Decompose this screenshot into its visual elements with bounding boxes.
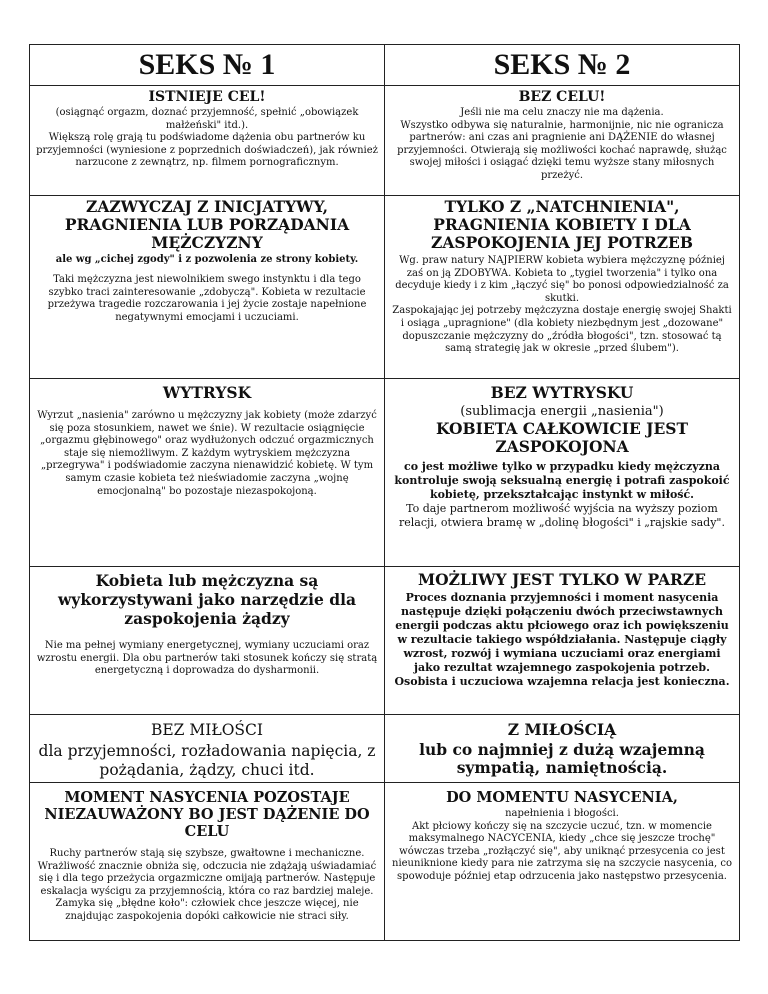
- cell-title: WYTRYSK: [162, 383, 252, 402]
- row-goal: [30, 86, 740, 196]
- cell-satiation-left: [30, 783, 385, 941]
- cell-text: (osiągnąć orgazm, doznać przyjemność, spełnić „obowiązek małżeński" itd.). Większą rolę grają tu podświadome dążenia obu partnerów ku przyjemności (wyniesione z poprzednich doświadczeń), jak również narzucone z zewnątrz, np. filmem pornograficznym.: [36, 107, 378, 169]
- row-love: [30, 715, 740, 783]
- cell-title: ZAZWYCZAJ Z INICJATYWY, PRAGNIENIA LUB PORZĄDANIA MĘŻCZYZNY: [64, 197, 350, 252]
- cell-subtitle: (sublimacja energii „nasienia"): [460, 404, 664, 419]
- cell-instrument-left: [30, 567, 385, 715]
- row-satiation: [30, 783, 740, 941]
- cell-title-2: KOBIETA CAŁKOWICIE JEST ZASPOKOJONA: [435, 419, 689, 456]
- header-row: [30, 45, 740, 86]
- cell-text: dla przyjemności, rozładowania napięcia, z pożądania, żądzy, chuci itd.: [38, 742, 376, 779]
- cell-text: Nie ma pełnej wymiany energetycznej, wymiany uczuciami oraz wzrostu energii. Dla obu partnerów taki stosunek kończy się stratą energetyczną i doprowadza do dysharmonii.: [36, 640, 378, 677]
- cell-title: BEZ MIŁOŚCI: [150, 721, 264, 739]
- cell-initiative-right: [385, 196, 740, 379]
- cell-love-left: [30, 715, 385, 783]
- cell-title: TYLKO Z „NATCHNIENIA", PRAGNIENIA KOBIETY I DLA ZASPOKOJENIA JEJ POTRZEB: [431, 197, 693, 252]
- comparison-table: [29, 44, 740, 941]
- cell-text: Ruchy partnerów stają się szybsze, gwałtowne i mechaniczne. Wrażliwość znacznie obniża się, odczucia nie zdążają uświadamiać się i dla tego przeżycia orgazmiczne omijają partnerów. Następuje eskalacja wyścigu za przyjemnością, która co raz bardziej maleje. Zamyka się „błędne koło": człowiek chce jeszcze więcej, nie znajdując zaspokojenia dopóki całkowicie nie straci siły.: [37, 848, 377, 922]
- cell-title: ISTNIEJE CEL!: [148, 89, 266, 105]
- cell-text: Taki mężczyzna jest niewolnikiem swego instynktu i dla tego szybko traci zainteresowanie „zdobyczą". Kobieta w rezultacie przeżywa tragedie rozczarowania i jej życie zostaje napełnione negatywnymi emocjami i uczuciami.: [47, 274, 367, 323]
- row-instrument: [30, 567, 740, 715]
- cell-title: Z MIŁOŚCIĄ: [507, 720, 617, 739]
- cell-title: DO MOMENTU NASYCENIA,: [446, 789, 678, 806]
- cell-goal-right: [385, 86, 740, 196]
- cell-goal-left: [30, 86, 385, 196]
- cell-title: BEZ WYTRYSKU: [490, 383, 634, 402]
- cell-title: MOŻLIWY JEST TYLKO W PARZE: [417, 570, 707, 589]
- cell-ejaculation-left: [30, 379, 385, 567]
- cell-text: Wyrzut „nasienia" zarówno u mężczyzny jak kobiety (może zdarzyć się poza stosunkiem, nawet we śnie). W rezultacie osiągnięcie „orgazmu głębinowego" oraz wydłużonych odczuć orgazmicznych staje się niemożliwym. Z każdym wytryskiem mężczyzna „przegrywa" i podświadomie zaczyna nienawidzić kobietę. W tym samym czasie kobieta też nieświadomie zaczyna „wojnę emocjonalną" bo pozostaje niezaspokojoną.: [37, 410, 377, 497]
- header-seks-2: SEKS № 2: [385, 45, 740, 86]
- cell-satiation-right: [385, 783, 740, 941]
- cell-bold-text: Proces doznania przyjemności i moment nasycenia następuje dzięki połączeniu dwóch przeciwstawnych energii podczas aktu płciowego oraz ich powiększeniu w rezultacie takiego współdziałania. Następuje ciągły wzrost, rozwój i wymiana uczuciami oraz energiami jako rezultat wzajemnego zaspokojenia potrzeb. Osobista i uczuciowa wzajemna relacja jest konieczna.: [394, 591, 730, 688]
- cell-title: BEZ CELU!: [518, 89, 606, 105]
- cell-subtitle: ale wg „cichej zgody" i z pozwolenia ze strony kobiety.: [55, 254, 359, 265]
- row-initiative: [30, 196, 740, 379]
- cell-text: To daje partnerom możliwość wyjścia na wyższy poziom relacji, otwiera bramę w „dolinę błogości" i „rajskie sady".: [399, 502, 725, 529]
- cell-ejaculation-right: [385, 379, 740, 567]
- cell-text: Jeśli nie ma celu znaczy nie ma dążenia. Wszystko odbywa się naturalnie, harmonijnie, nic nie ogranicza partnerów: ani czas ani pragnienie ani DĄŻENIE do własnej przyjemności. Otwierają się możliwości kochać naprawdę, służąc swojej miłości i osiągać dzięki temu wyższe stany miłosnych przeżyć.: [397, 107, 727, 181]
- cell-text: Wg. praw natury NAJPIERW kobieta wybiera mężczyznę później zaś on ją ZDOBYWA. Kobieta to „tygiel tworzenia" i tylko ona decyduje kiedy i z kim „łączyć się" bo ponosi odpowiedzialność za skutki. Zaspokajając jej potrzeby mężczyzna dostaje energię swojej Shakti i osiąga „upragnione" (dla kobiety niezbędnym jest „dozowane" dopuszczanie mężczyzny do „źródła błogości", tzn. stosować tą samą strategię jak w okresie „przed ślubem").: [392, 255, 732, 355]
- cell-title: Kobieta lub mężczyzna są wykorzystywani jako narzędzie dla zaspokojenia żądzy: [57, 571, 357, 628]
- cell-initiative-left: [30, 196, 385, 379]
- header-seks-1: SEKS № 1: [30, 45, 385, 86]
- cell-love-right: [385, 715, 740, 783]
- cell-instrument-right: [385, 567, 740, 715]
- cell-text: lub co najmniej z dużą wzajemną sympatią, namiętnością.: [419, 740, 705, 777]
- cell-bold-text: co jest możliwe tylko w przypadku kiedy mężczyzna kontroluje swoją seksualną energię i potrafi zaspokoić kobietę, przekształcając instynkt w miłość.: [394, 460, 730, 501]
- cell-text: napełnienia i błogości. Akt płciowy kończy się na szczycie uczuć, tzn. w momencie maksymalnego NACYCENIA, kiedy „chce się jeszcze trochę" wówczas trzeba „rozłączyć się", aby uniknąć przesycenia co jest nieuniknione kiedy para nie zatrzyma się na szczycie nasycenia, co spowoduje później etap odrzucenia jako następstwo przesycenia.: [392, 808, 732, 882]
- cell-title: MOMENT NASYCENIA POZOSTAJE NIEZAUWAŻONY BO JEST DĄŻENIE DO CELU: [44, 789, 370, 840]
- row-ejaculation: [30, 379, 740, 567]
